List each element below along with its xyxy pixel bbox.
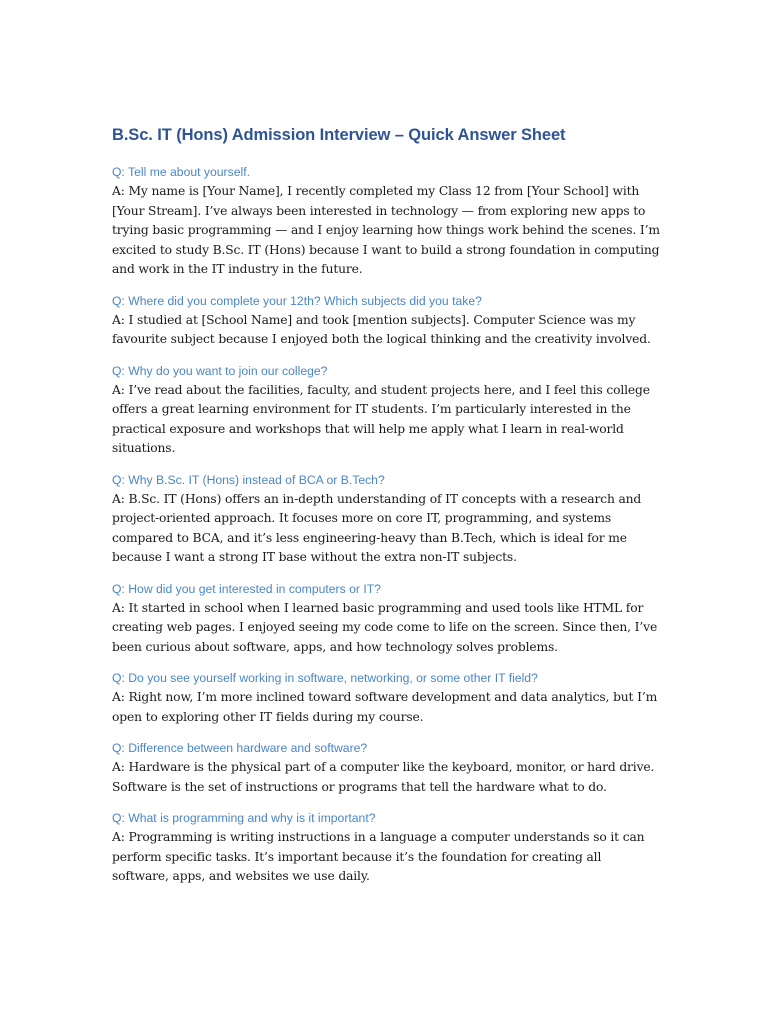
answer-text: A: My name is [Your Name], I recently completed my Class 12 from [Your School] with [Your Stream]. I’ve always been interested in technology — from exploring new apps to trying basic programming — and I enjoy learning how things work behind the scenes. I’m excited to study B.Sc. IT (Hons) because I want to build a strong foundation in computing and work in the IT industry in the future. [112,184,660,276]
question-text: Q: Difference between hardware and software? [112,741,368,755]
answer-text: A: I’ve read about the facilities, faculty, and student projects here, and I feel this college offers a great learning environment for IT students. I’m particularly interested in the practical exposure and workshops that will help me apply what I learn in real-world situations. [112,382,650,455]
document-page [112,124,660,899]
qa-item-why-bsc-it [112,471,660,568]
question-text: Q: How did you get interested in computers or IT? [112,581,381,596]
qa-item-programming [112,809,660,887]
answer-text: A: It started in school when I learned basic programming and used tools like HTML for creating web pages. I enjoyed seeing my code come to life on the screen. Since then, I’ve been curious about software, apps, and how technology solves problems. [112,600,658,654]
qa-item-12th-subjects [112,292,660,350]
answer-text: A: Programming is writing instructions in a language a computer understands so it can perform specific tasks. It’s important because it’s the foundation for creating all software, apps, and websites we use daily. [112,830,645,883]
qa-item-hardware-software [112,739,660,797]
qa-item-career-field [112,669,660,727]
question-text: Q: Tell me about yourself. [112,165,250,179]
document-title: B.Sc. IT (Hons) Admission Interview – Quick Answer Sheet [112,126,566,144]
question-text: Q: Why B.Sc. IT (Hons) instead of BCA or B.Tech? [112,472,385,487]
answer-text: A: Right now, I’m more inclined toward software development and data analytics, but I’m open to exploring other IT fields during my course. [112,690,658,724]
question-text: Q: Do you see yourself working in software, networking, or some other IT field? [112,671,538,685]
qa-item-why-college [112,362,660,459]
answer-text: A: Hardware is the physical part of a computer like the keyboard, monitor, or hard drive. Software is the set of instructions or programs that tell the hardware what to do. [112,760,655,794]
answer-text: A: B.Sc. IT (Hons) offers an in-depth understanding of IT concepts with a research and project-oriented approach. It focuses more on core IT, programming, and systems compared to BCA, and it’s less engineering-heavy than B.Tech, which is ideal for me because I want a strong IT base without the extra non-IT subjects. [112,491,642,564]
qa-item-about-yourself [112,163,660,280]
question-text: Q: What is programming and why is it important? [112,811,376,825]
qa-item-interest-origin [112,580,660,658]
answer-text: A: I studied at [School Name] and took [mention subjects]. Computer Science was my favourite subject because I enjoyed both the logical thinking and the creativity involved. [112,312,651,346]
question-text: Q: Where did you complete your 12th? Which subjects did you take? [112,293,482,308]
question-text: Q: Why do you want to join our college? [112,363,328,378]
